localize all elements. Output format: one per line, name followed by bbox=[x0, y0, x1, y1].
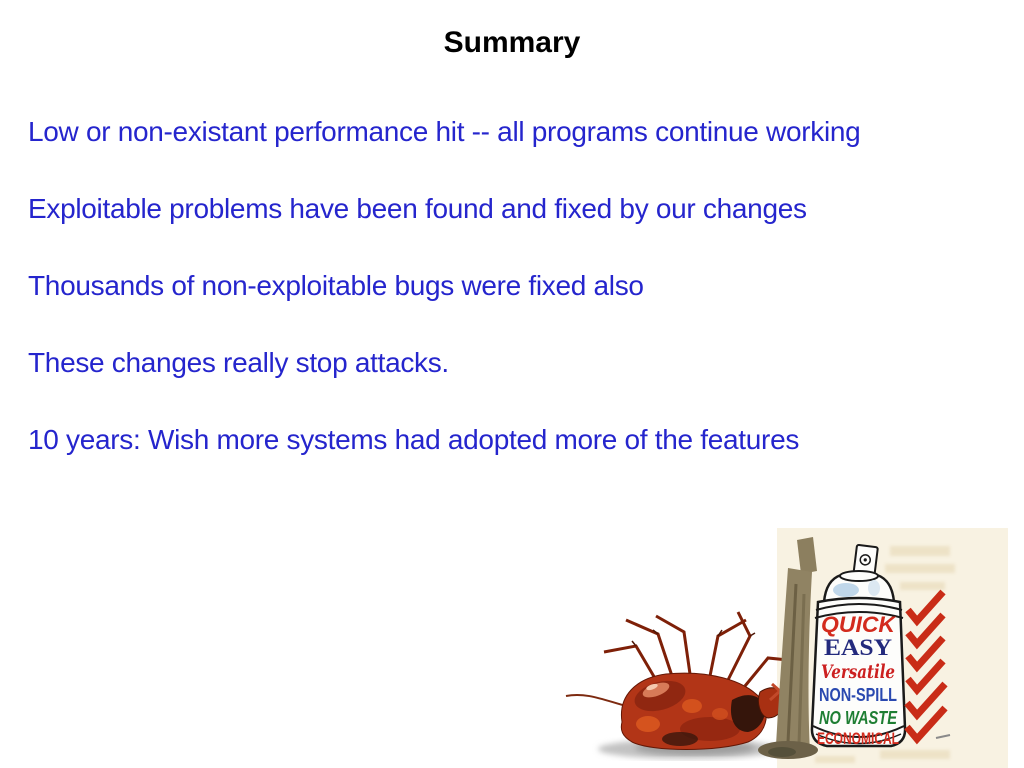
can-label-panel bbox=[817, 612, 899, 748]
can-label-no-waste: NO WASTE bbox=[819, 708, 898, 728]
slide-title: Summary bbox=[443, 26, 581, 59]
can-label-quick: QUICK bbox=[821, 612, 898, 637]
can-label-versatile: Versatile bbox=[821, 661, 895, 683]
can-label-economical: ECONOMICAL bbox=[817, 729, 899, 748]
bullet-line: These changes really stop attacks. bbox=[28, 347, 449, 378]
bug-antenna bbox=[566, 695, 626, 706]
dead-bug-illustration bbox=[566, 612, 790, 759]
bullet-line: Exploitable problems have been found and fixed by our changes bbox=[28, 193, 807, 224]
bullet-line: Thousands of non-exploitable bugs were fixed also bbox=[28, 270, 644, 301]
can-label-non-spill: NON-SPILL bbox=[819, 685, 898, 705]
bullet-line: Low or non-existant performance hit -- all programs continue working bbox=[28, 116, 861, 147]
can-highlight bbox=[833, 583, 859, 597]
bullet-line: 10 years: Wish more systems had adopted more of the features bbox=[28, 424, 800, 455]
bug-spray-illustration bbox=[560, 524, 1015, 768]
can-label-easy: EASY bbox=[824, 635, 893, 660]
